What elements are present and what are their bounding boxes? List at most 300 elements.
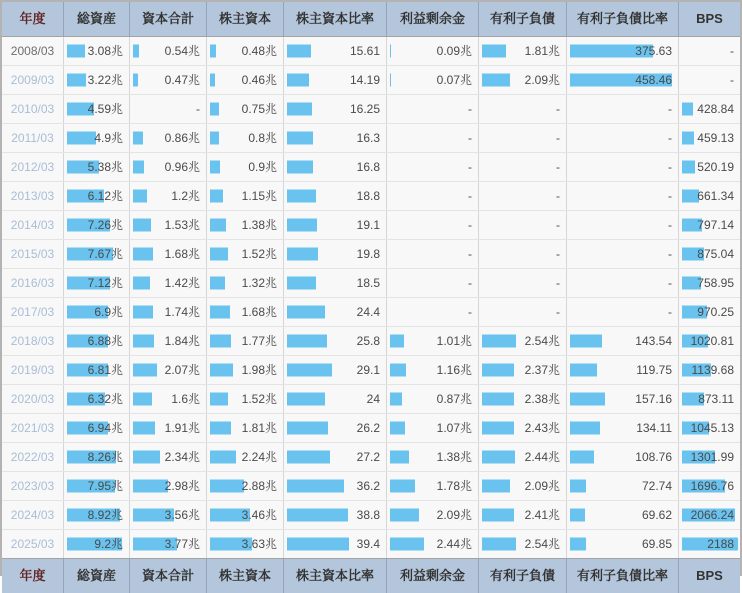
value-text: 1.78兆 bbox=[436, 479, 472, 493]
value-text: 0.8兆 bbox=[248, 131, 277, 145]
value-cell bbox=[284, 211, 387, 239]
value-text: 119.75 bbox=[636, 363, 672, 377]
table-row bbox=[2, 472, 740, 501]
column-header-4: 株主資本比率 bbox=[284, 2, 387, 36]
value-text: 1.01兆 bbox=[436, 334, 472, 348]
value-text: 2.09兆 bbox=[524, 73, 560, 87]
value-text: 7.26兆 bbox=[87, 218, 123, 232]
value-cell bbox=[679, 240, 740, 268]
value-cell bbox=[207, 327, 284, 355]
value-cell bbox=[207, 211, 284, 239]
value-cell bbox=[479, 414, 567, 442]
value-text: 27.2 bbox=[356, 450, 380, 464]
value-text: 6.81兆 bbox=[87, 363, 123, 377]
value-cell bbox=[387, 211, 479, 239]
value-cell bbox=[679, 182, 740, 210]
value-text: - bbox=[556, 160, 560, 174]
value-text: - bbox=[196, 102, 200, 116]
table-header bbox=[2, 2, 740, 37]
value-cell bbox=[64, 385, 130, 413]
value-text: 0.07兆 bbox=[436, 73, 472, 87]
year-link[interactable]: 2017/03 bbox=[10, 305, 55, 319]
value-cell bbox=[130, 95, 207, 123]
column-header-2: 資本合計 bbox=[130, 2, 207, 36]
value-cell bbox=[284, 385, 387, 413]
value-text: 8.26兆 bbox=[87, 450, 123, 464]
year-link[interactable]: 2010/03 bbox=[10, 102, 55, 116]
value-text: 15.61 bbox=[349, 44, 380, 58]
value-text: 2.34兆 bbox=[164, 450, 200, 464]
year-cell bbox=[2, 356, 64, 384]
column-header-7: 有利子負債比率 bbox=[567, 2, 679, 36]
value-text: 134.11 bbox=[636, 421, 672, 435]
value-text: 3.63兆 bbox=[241, 537, 277, 551]
value-cell bbox=[567, 385, 679, 413]
table-row bbox=[2, 298, 740, 327]
value-text: 7.12兆 bbox=[87, 276, 123, 290]
year-link[interactable]: 2023/03 bbox=[10, 479, 55, 493]
value-text: 1.42兆 bbox=[164, 276, 200, 290]
column-header-year: 年度 bbox=[2, 559, 64, 593]
value-cell bbox=[64, 327, 130, 355]
value-cell bbox=[479, 211, 567, 239]
value-cell bbox=[387, 37, 479, 65]
column-header-5: 利益剰余金 bbox=[387, 559, 479, 593]
value-text: 2.09兆 bbox=[524, 479, 560, 493]
value-cell bbox=[479, 530, 567, 558]
value-cell bbox=[64, 530, 130, 558]
value-cell bbox=[567, 240, 679, 268]
value-cell bbox=[284, 327, 387, 355]
value-cell bbox=[479, 327, 567, 355]
value-text: 2.38兆 bbox=[524, 392, 560, 406]
value-cell bbox=[387, 385, 479, 413]
value-cell bbox=[567, 37, 679, 65]
table-row bbox=[2, 182, 740, 211]
value-text: - bbox=[556, 189, 560, 203]
value-cell bbox=[207, 240, 284, 268]
value-cell bbox=[387, 356, 479, 384]
value-text: 8.92兆 bbox=[87, 508, 123, 522]
value-cell bbox=[387, 153, 479, 181]
value-text: 797.14 bbox=[697, 218, 734, 232]
year-link[interactable]: 2009/03 bbox=[10, 73, 55, 87]
value-cell bbox=[679, 269, 740, 297]
value-text: 2.07兆 bbox=[164, 363, 200, 377]
value-cell bbox=[64, 414, 130, 442]
value-text: 2.09兆 bbox=[436, 508, 472, 522]
value-text: 1.52兆 bbox=[241, 392, 277, 406]
value-cell bbox=[64, 443, 130, 471]
table-row bbox=[2, 269, 740, 298]
value-text: 1.91兆 bbox=[164, 421, 200, 435]
value-text: 2.43兆 bbox=[524, 421, 560, 435]
value-cell bbox=[130, 153, 207, 181]
year-link[interactable]: 2018/03 bbox=[10, 334, 55, 348]
table-row bbox=[2, 327, 740, 356]
value-text: 14.19 bbox=[349, 73, 380, 87]
value-text: 4.59兆 bbox=[87, 102, 123, 116]
value-cell bbox=[479, 298, 567, 326]
value-text: 18.5 bbox=[356, 276, 380, 290]
value-text: 2.88兆 bbox=[241, 479, 277, 493]
value-cell bbox=[64, 66, 130, 94]
column-header-3: 株主資本 bbox=[207, 2, 284, 36]
value-cell bbox=[130, 66, 207, 94]
value-text: 0.09兆 bbox=[436, 44, 472, 58]
value-text: - bbox=[556, 218, 560, 232]
table-row bbox=[2, 443, 740, 472]
value-cell bbox=[284, 501, 387, 529]
value-text: 1.84兆 bbox=[164, 334, 200, 348]
value-text: 19.8 bbox=[356, 247, 380, 261]
column-header-2: 資本合計 bbox=[130, 559, 207, 593]
value-text: 6.88兆 bbox=[87, 334, 123, 348]
value-text: 1.38兆 bbox=[241, 218, 277, 232]
value-text: 3.08兆 bbox=[87, 44, 123, 58]
value-text: - bbox=[668, 305, 672, 319]
value-cell bbox=[207, 269, 284, 297]
value-text: 2188 bbox=[707, 537, 734, 551]
value-cell bbox=[567, 95, 679, 123]
year-link[interactable]: 2022/03 bbox=[10, 450, 55, 464]
value-cell bbox=[284, 269, 387, 297]
value-text: - bbox=[556, 247, 560, 261]
value-text: - bbox=[468, 189, 472, 203]
table-row bbox=[2, 414, 740, 443]
value-cell bbox=[64, 298, 130, 326]
table-row bbox=[2, 385, 740, 414]
table-row bbox=[2, 66, 740, 95]
value-cell bbox=[284, 530, 387, 558]
column-header-4: 株主資本比率 bbox=[284, 559, 387, 593]
year-link[interactable]: 2024/03 bbox=[10, 508, 55, 522]
value-text: 3.46兆 bbox=[241, 508, 277, 522]
value-cell bbox=[567, 298, 679, 326]
value-cell bbox=[284, 414, 387, 442]
value-text: 1045.13 bbox=[690, 421, 734, 435]
year-cell bbox=[2, 95, 64, 123]
value-cell bbox=[679, 211, 740, 239]
value-cell bbox=[64, 356, 130, 384]
value-text: 1.15兆 bbox=[241, 189, 277, 203]
year-cell bbox=[2, 327, 64, 355]
column-header-6: 有利子負債 bbox=[479, 559, 567, 593]
value-cell bbox=[207, 153, 284, 181]
value-cell bbox=[130, 472, 207, 500]
value-cell bbox=[679, 124, 740, 152]
value-text: - bbox=[668, 102, 672, 116]
year-cell bbox=[2, 124, 64, 152]
value-text: 108.76 bbox=[635, 450, 672, 464]
value-text: 1.32兆 bbox=[241, 276, 277, 290]
year-link[interactable]: 2011/03 bbox=[11, 131, 54, 145]
value-text: 19.1 bbox=[356, 218, 380, 232]
value-text: 29.1 bbox=[356, 363, 380, 377]
value-cell bbox=[64, 95, 130, 123]
value-text: 7.67兆 bbox=[87, 247, 123, 261]
value-text: - bbox=[556, 131, 560, 145]
value-text: - bbox=[668, 247, 672, 261]
value-text: 2.44兆 bbox=[524, 450, 560, 464]
value-text: 143.54 bbox=[635, 334, 672, 348]
value-cell bbox=[567, 414, 679, 442]
value-text: 2.37兆 bbox=[524, 363, 560, 377]
value-cell bbox=[387, 298, 479, 326]
value-text: 1.81兆 bbox=[241, 421, 277, 435]
value-text: 6.32兆 bbox=[87, 392, 123, 406]
value-cell bbox=[479, 182, 567, 210]
value-cell bbox=[387, 327, 479, 355]
year-cell bbox=[2, 211, 64, 239]
value-text: - bbox=[468, 305, 472, 319]
table-row bbox=[2, 501, 740, 530]
value-cell bbox=[207, 472, 284, 500]
value-cell bbox=[387, 414, 479, 442]
value-cell bbox=[207, 501, 284, 529]
table-row bbox=[2, 153, 740, 182]
value-text: 661.34 bbox=[697, 189, 734, 203]
value-cell bbox=[479, 385, 567, 413]
value-cell bbox=[284, 95, 387, 123]
value-cell bbox=[567, 530, 679, 558]
value-cell bbox=[679, 530, 740, 558]
year-cell bbox=[2, 182, 64, 210]
value-text: 9.2兆 bbox=[94, 537, 123, 551]
value-cell bbox=[479, 153, 567, 181]
year-cell bbox=[2, 66, 64, 94]
table-row bbox=[2, 95, 740, 124]
value-text: 0.47兆 bbox=[164, 73, 200, 87]
year-label: 2008/03 bbox=[10, 44, 55, 58]
value-cell bbox=[64, 240, 130, 268]
value-cell bbox=[130, 443, 207, 471]
value-cell bbox=[567, 182, 679, 210]
value-cell bbox=[567, 153, 679, 181]
value-cell bbox=[567, 211, 679, 239]
value-cell bbox=[207, 356, 284, 384]
value-text: - bbox=[556, 305, 560, 319]
value-text: 25.8 bbox=[356, 334, 380, 348]
value-cell bbox=[679, 66, 740, 94]
value-cell bbox=[679, 472, 740, 500]
value-cell bbox=[567, 472, 679, 500]
value-cell bbox=[64, 182, 130, 210]
value-cell bbox=[130, 356, 207, 384]
value-text: 2.44兆 bbox=[436, 537, 472, 551]
column-header-3: 株主資本 bbox=[207, 559, 284, 593]
value-text: - bbox=[668, 189, 672, 203]
value-text: 2.41兆 bbox=[524, 508, 560, 522]
column-header-1: 総資産 bbox=[64, 2, 130, 36]
value-cell bbox=[130, 501, 207, 529]
value-text: 38.8 bbox=[356, 508, 380, 522]
value-cell bbox=[567, 269, 679, 297]
value-text: 157.16 bbox=[635, 392, 672, 406]
value-cell bbox=[64, 153, 130, 181]
value-text: 758.95 bbox=[697, 276, 734, 290]
value-cell bbox=[284, 240, 387, 268]
value-text: 69.62 bbox=[641, 508, 672, 522]
value-cell bbox=[479, 37, 567, 65]
value-cell bbox=[679, 37, 740, 65]
year-link[interactable]: 2020/03 bbox=[10, 392, 55, 406]
value-cell bbox=[207, 385, 284, 413]
table-body bbox=[2, 37, 740, 558]
value-text: 0.87兆 bbox=[436, 392, 472, 406]
value-cell bbox=[479, 124, 567, 152]
value-text: 0.96兆 bbox=[164, 160, 200, 174]
value-cell bbox=[284, 153, 387, 181]
value-cell bbox=[207, 66, 284, 94]
value-cell bbox=[130, 182, 207, 210]
value-cell bbox=[130, 240, 207, 268]
value-cell bbox=[284, 124, 387, 152]
value-text: - bbox=[668, 131, 672, 145]
value-text: 5.38兆 bbox=[87, 160, 123, 174]
value-cell bbox=[387, 269, 479, 297]
value-cell bbox=[479, 443, 567, 471]
value-cell bbox=[479, 240, 567, 268]
value-text: 0.86兆 bbox=[164, 131, 200, 145]
value-text: 2.98兆 bbox=[164, 479, 200, 493]
value-text: 520.19 bbox=[697, 160, 734, 174]
year-link[interactable]: 2012/03 bbox=[10, 160, 55, 174]
value-text: 428.84 bbox=[697, 102, 734, 116]
value-text: 0.75兆 bbox=[241, 102, 277, 116]
value-text: 36.2 bbox=[356, 479, 380, 493]
value-cell bbox=[387, 530, 479, 558]
value-text: 6.9兆 bbox=[94, 305, 123, 319]
value-text: 24.4 bbox=[356, 305, 380, 319]
value-text: 875.04 bbox=[697, 247, 734, 261]
value-cell bbox=[64, 472, 130, 500]
year-cell bbox=[2, 501, 64, 529]
column-header-1: 総資産 bbox=[64, 559, 130, 593]
value-text: 1.98兆 bbox=[241, 363, 277, 377]
value-text: - bbox=[468, 131, 472, 145]
value-cell bbox=[130, 211, 207, 239]
value-cell bbox=[207, 182, 284, 210]
table-row bbox=[2, 530, 740, 558]
value-text: 2.54兆 bbox=[524, 334, 560, 348]
value-text: 1.52兆 bbox=[241, 247, 277, 261]
year-cell bbox=[2, 269, 64, 297]
value-text: 1.74兆 bbox=[164, 305, 200, 319]
value-cell bbox=[679, 356, 740, 384]
value-cell bbox=[207, 37, 284, 65]
value-text: - bbox=[468, 276, 472, 290]
value-text: 1.53兆 bbox=[164, 218, 200, 232]
value-text: 2066.24 bbox=[690, 508, 734, 522]
value-cell bbox=[567, 356, 679, 384]
value-text: 1.16兆 bbox=[436, 363, 472, 377]
year-cell bbox=[2, 414, 64, 442]
value-cell bbox=[64, 501, 130, 529]
year-cell bbox=[2, 385, 64, 413]
value-text: 1.6兆 bbox=[171, 392, 200, 406]
value-text: 39.4 bbox=[356, 537, 380, 551]
year-cell bbox=[2, 443, 64, 471]
value-cell bbox=[64, 211, 130, 239]
value-text: 0.46兆 bbox=[241, 73, 277, 87]
value-text: 6.94兆 bbox=[87, 421, 123, 435]
year-link[interactable]: 2019/03 bbox=[10, 363, 55, 377]
value-cell bbox=[284, 298, 387, 326]
value-text: - bbox=[556, 276, 560, 290]
value-cell bbox=[679, 501, 740, 529]
value-text: 1.2兆 bbox=[171, 189, 200, 203]
value-text: - bbox=[668, 218, 672, 232]
value-text: 2.24兆 bbox=[241, 450, 277, 464]
value-cell bbox=[479, 66, 567, 94]
column-header-5: 利益剰余金 bbox=[387, 2, 479, 36]
value-text: 1301.99 bbox=[690, 450, 734, 464]
value-text: 1.77兆 bbox=[241, 334, 277, 348]
value-cell bbox=[387, 182, 479, 210]
year-link[interactable]: 2015/03 bbox=[10, 247, 55, 261]
value-text: 873.11 bbox=[698, 392, 734, 406]
value-text: 1020.81 bbox=[690, 334, 734, 348]
column-header-8: BPS bbox=[696, 568, 723, 583]
value-text: 16.25 bbox=[349, 102, 380, 116]
value-text: - bbox=[730, 73, 734, 87]
value-cell bbox=[567, 443, 679, 471]
year-cell bbox=[2, 153, 64, 181]
value-text: 18.8 bbox=[356, 189, 380, 203]
value-text: 458.46 bbox=[635, 73, 672, 87]
year-link[interactable]: 2016/03 bbox=[10, 276, 55, 290]
value-text: 26.2 bbox=[356, 421, 380, 435]
value-text: 3.56兆 bbox=[164, 508, 200, 522]
value-text: 0.54兆 bbox=[164, 44, 200, 58]
value-cell bbox=[64, 124, 130, 152]
value-text: 16.8 bbox=[356, 160, 380, 174]
value-text: - bbox=[468, 218, 472, 232]
value-text: 7.95兆 bbox=[87, 479, 123, 493]
value-cell bbox=[679, 414, 740, 442]
year-cell bbox=[2, 240, 64, 268]
value-text: 1.38兆 bbox=[436, 450, 472, 464]
value-cell bbox=[130, 530, 207, 558]
table-row bbox=[2, 37, 740, 66]
table-row bbox=[2, 211, 740, 240]
year-link[interactable]: 2021/03 bbox=[10, 421, 55, 435]
value-cell bbox=[130, 327, 207, 355]
value-text: 1.81兆 bbox=[524, 44, 560, 58]
year-link[interactable]: 2014/03 bbox=[10, 218, 55, 232]
year-link[interactable]: 2013/03 bbox=[10, 189, 55, 203]
value-text: 1.68兆 bbox=[241, 305, 277, 319]
column-header-year: 年度 bbox=[2, 2, 64, 36]
value-cell bbox=[64, 37, 130, 65]
value-cell bbox=[207, 530, 284, 558]
value-text: - bbox=[668, 160, 672, 174]
table-row bbox=[2, 356, 740, 385]
value-cell bbox=[207, 124, 284, 152]
value-cell bbox=[207, 298, 284, 326]
value-text: - bbox=[730, 44, 734, 58]
year-link[interactable]: 2025/03 bbox=[10, 537, 55, 551]
year-cell bbox=[2, 472, 64, 500]
value-text: 3.22兆 bbox=[87, 73, 123, 87]
value-cell bbox=[479, 95, 567, 123]
value-text: - bbox=[468, 102, 472, 116]
value-cell bbox=[387, 124, 479, 152]
value-text: - bbox=[468, 160, 472, 174]
value-cell bbox=[284, 182, 387, 210]
value-cell bbox=[387, 240, 479, 268]
